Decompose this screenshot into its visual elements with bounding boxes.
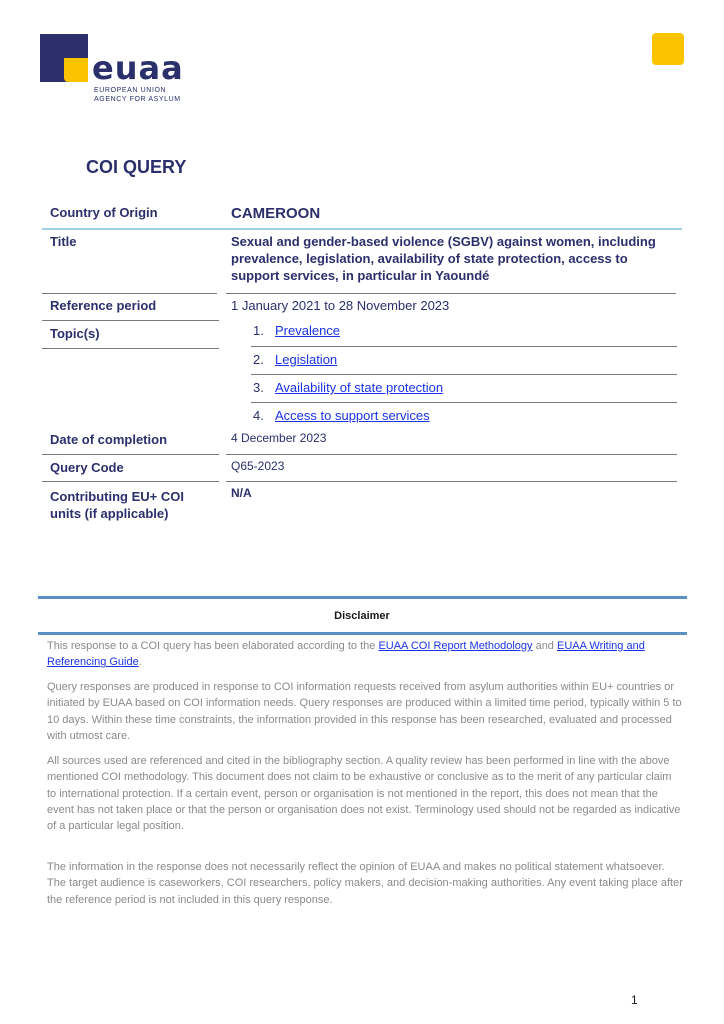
topic-divider bbox=[251, 402, 677, 403]
topic-number: 4. bbox=[253, 408, 264, 423]
logo-subtitle bbox=[94, 87, 181, 104]
page-number: 1 bbox=[631, 993, 638, 1007]
logo-subtitle-line1: EUROPEAN UNION bbox=[94, 87, 167, 94]
disclaimer-bottom-rule bbox=[38, 632, 687, 635]
page-title: COI QUERY bbox=[86, 157, 187, 177]
topic-number: 3. bbox=[253, 380, 264, 395]
topic-link-support-services[interactable]: Access to support services bbox=[275, 408, 430, 423]
euaa-logo bbox=[40, 34, 190, 106]
topic-divider bbox=[251, 374, 677, 375]
topics-label-divider bbox=[42, 348, 219, 349]
contributing-units-label: Contributing EU+ COI units (if applicable) bbox=[50, 489, 184, 521]
query-code-divider-left bbox=[42, 481, 219, 482]
date-divider-right bbox=[226, 454, 677, 455]
disclaimer-text: . bbox=[138, 656, 142, 669]
query-code-value: Q65-2023 bbox=[231, 459, 285, 473]
query-code-divider-right bbox=[226, 481, 677, 482]
logo-mark-accent bbox=[64, 58, 88, 82]
corner-accent-square bbox=[652, 33, 684, 65]
topic-number: 1. bbox=[253, 323, 264, 338]
reference-period-value: 1 January 2021 to 28 November 2023 bbox=[231, 298, 450, 313]
country-label: Country of Origin bbox=[50, 205, 158, 220]
title-divider-left bbox=[42, 293, 217, 294]
topic-item-4 bbox=[253, 407, 430, 424]
writing-guide-link[interactable]: EUAA Writing and Referencing Guide bbox=[47, 640, 645, 669]
query-code-label: Query Code bbox=[50, 460, 124, 475]
disclaimer-title: Disclaimer bbox=[334, 610, 390, 622]
title-divider-right bbox=[226, 293, 676, 294]
disclaimer-top-rule bbox=[38, 596, 687, 599]
logo-wordmark: euaa bbox=[92, 49, 184, 87]
disclaimer-paragraph-sources: All sources used are referenced and cited in the bibliography section. A quality review has been performed in line with the above mentioned COI methodology. This document does not claim to be exhaustive or conclusive as to the merit of any particular claim to international protection. If a certain event, person or organisation is not mentioned in the report, this does not mean that the event has not taken place or that the person or organisation does not exist. Terminology used should not be regarded as indicative of a particular legal position. bbox=[47, 755, 681, 833]
country-divider bbox=[42, 228, 682, 230]
topic-link-prevalence[interactable]: Prevalence bbox=[275, 323, 341, 338]
topic-item-3 bbox=[253, 379, 443, 396]
topic-divider bbox=[251, 346, 677, 347]
disclaimer-paragraph-production: Query responses are produced in response to COI information requests received from asylum authorities within EU+ countries or initiated by EUAA based on COI information needs. Query responses are produced within a limited time period, typically within 5 to 10 days. Within these time constraints, the information provided in this response has been researched, evaluated and processed with utmost care. bbox=[47, 681, 682, 742]
disclaimer-text: This response to a COI query has been elaborated according to the bbox=[47, 640, 379, 652]
date-divider-left bbox=[42, 454, 219, 455]
logo-subtitle-line2: AGENCY FOR ASYLUM bbox=[94, 95, 181, 103]
reference-period-label: Reference period bbox=[50, 298, 157, 313]
topic-link-legislation[interactable]: Legislation bbox=[275, 352, 338, 367]
topic-link-state-protection[interactable]: Availability of state protection bbox=[275, 380, 444, 395]
title-value: Sexual and gender-based violence (SGBV) against women, including prevalence, legislation, availability of state protection, access to support services, in particular in Yaoundé bbox=[231, 234, 656, 283]
disclaimer-paragraph-methodology bbox=[47, 638, 683, 671]
topic-item-1 bbox=[253, 322, 340, 339]
country-value: CAMEROON bbox=[231, 205, 321, 222]
date-of-completion-value: 4 December 2023 bbox=[231, 431, 327, 445]
disclaimer-text: and bbox=[532, 640, 557, 652]
topic-number: 2. bbox=[253, 352, 264, 367]
topics-label: Topic(s) bbox=[50, 326, 100, 341]
contributing-units-value: N/A bbox=[231, 486, 252, 500]
reference-period-divider bbox=[42, 320, 219, 321]
disclaimer-paragraph-opinion: The information in the response does not necessarily reflect the opinion of EUAA and makes no political statement whatsoever. The target audience is caseworkers, COI researchers, policy makers, and decision-making authorities. Any event taking place after the reference period is not included in this query response. bbox=[47, 861, 683, 906]
topic-item-2 bbox=[253, 351, 337, 368]
date-of-completion-label: Date of completion bbox=[50, 432, 168, 447]
title-label: Title bbox=[50, 234, 77, 249]
coi-methodology-link[interactable]: EUAA COI Report Methodology bbox=[378, 640, 533, 652]
